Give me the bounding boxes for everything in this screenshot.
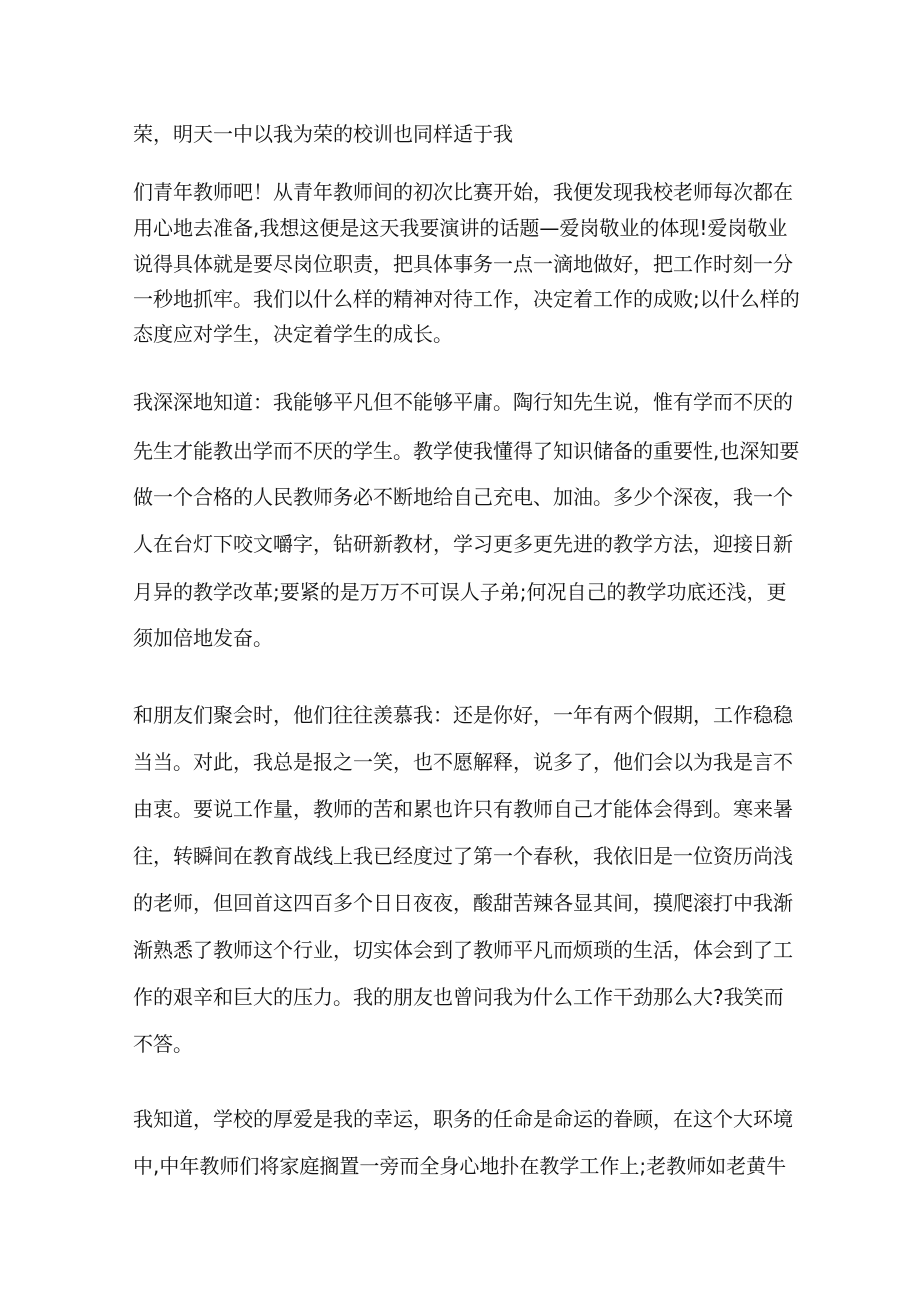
text-line: 作的艰辛和巨大的压力。我的朋友也曾问我为什么工作干劲那么大?我笑而 (133, 985, 784, 1009)
text-line: 不答。 (133, 1032, 193, 1056)
text-line: 用心地去准备,我想这便是这天我要演讲的话题—爱岗敬业的体现!爱岗敬业 (133, 216, 788, 240)
text-line: 渐熟悉了教师这个行业，切实体会到了教师平凡而烦琐的生活，体会到了工 (133, 938, 793, 962)
text-line: 和朋友们聚会时，他们往往羡慕我：还是你好，一年有两个假期，工作稳稳 (133, 703, 793, 727)
text-line: 月异的教学改革;要紧的是万万不可误人子弟;何况自己的教学功底还浅，更 (133, 580, 787, 604)
text-line: 中,中年教师们将家庭搁置一旁而全身心地扑在教学工作上;老教师如老黄牛 (133, 1154, 787, 1178)
text-line: 做一个合格的人民教师务必不断地给自己充电、加油。多少个深夜，我一个 (133, 485, 793, 509)
text-line: 说得具体就是要尽岗位职责，把具体事务一点一滴地做好，把工作时刻一分 (133, 252, 793, 276)
text-line: 的老师，但回首这四百多个日日夜夜，酸甜苦辣各显其间，摸爬滚打中我渐 (133, 891, 793, 915)
text-line: 先生才能教出学而不厌的学生。教学使我懂得了知识储备的重要性,也深知要 (133, 439, 800, 463)
text-line: 一秒地抓牢。我们以什么样的精神对待工作，决定着工作的成败;以什么样的 (133, 287, 800, 311)
text-line: 态度应对学生，决定着学生的成长。 (133, 322, 453, 346)
text-line: 当当。对此，我总是报之一笑，也不愿解释，说多了，他们会以为我是言不 (133, 750, 793, 774)
text-line: 往，转瞬间在教育战线上我已经度过了第一个春秋，我依旧是一位资历尚浅 (133, 844, 793, 868)
text-line: 荣，明天一中以我为荣的校训也同样适于我 (133, 122, 513, 146)
text-line: 由衷。要说工作量，教师的苦和累也许只有教师自己才能体会得到。寒来暑 (133, 797, 793, 821)
text-line: 须加倍地发奋。 (133, 626, 273, 650)
text-line: 人在台灯下咬文嚼字，钻研新教材，学习更多更先进的教学方法，迎接日新 (133, 532, 793, 556)
text-line: 我知道，学校的厚爱是我的幸运，职务的任命是命运的眷顾，在这个大环境 (133, 1107, 793, 1131)
text-line: 们青年教师吧！从青年教师间的初次比赛开始，我便发现我校老师每次都在 (133, 180, 793, 204)
text-line: 我深深地知道：我能够平凡但不能够平庸。陶行知先生说，惟有学而不厌的 (133, 390, 793, 414)
